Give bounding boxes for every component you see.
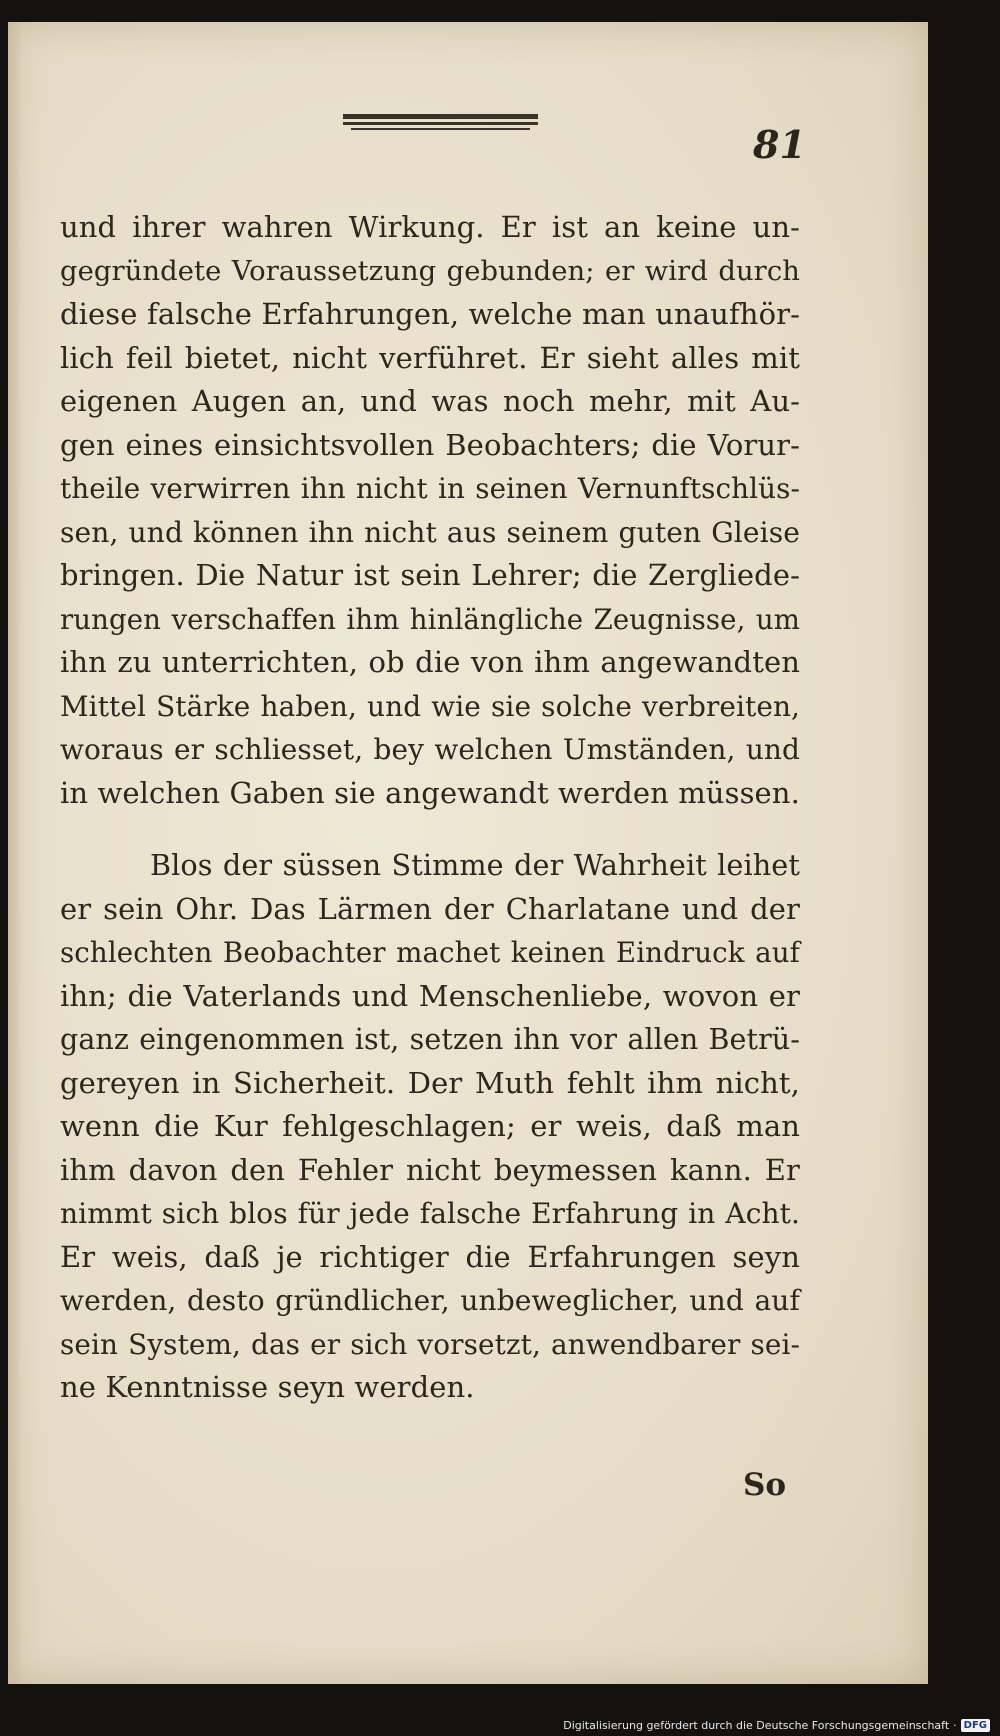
text-line: bringen. Die Natur ist sein Lehrer; die Zergliede- — [60, 558, 800, 592]
text-line: ganz eingenommen ist, setzen ihn vor allen Betrü- — [60, 1023, 800, 1056]
text-line: ne Kenntnisse seyn werden. — [60, 1370, 475, 1404]
dfg-logo-icon: DFG — [961, 1719, 990, 1732]
ornament-rule — [343, 114, 538, 119]
text-line: Blos der süssen Stimme der Wahrheit leihet — [150, 848, 800, 882]
text-line: woraus er schliesset, bey welchen Umständen, und — [60, 733, 800, 766]
text-line: nimmt sich blos für jede falsche Erfahrung in Acht. — [60, 1197, 800, 1230]
text-line: schlechten Beobachter machet keinen Eindruck auf — [60, 936, 800, 969]
text-line: theile verwirren ihn nicht in seinen Vernunftschlüs- — [60, 472, 800, 505]
text-line: er sein Ohr. Das Lärmen der Charlatane und der — [60, 891, 800, 926]
text-line: ihm davon den Fehler nicht beymessen kann. Er — [60, 1152, 800, 1187]
text-line: rungen verschaffen ihm hinlängliche Zeugnisse, um — [60, 602, 800, 636]
text-line: wenn die Kur fehlgeschlagen; er weis, daß man — [60, 1109, 800, 1143]
text-line: in welchen Gaben sie angewandt werden müssen. — [60, 775, 800, 810]
text-line: ihn zu unterrichten, ob die von ihm angewandten — [60, 645, 800, 679]
paragraph-1 — [60, 206, 800, 815]
text-line: lich feil bietet, nicht verführet. Er sieht alles mit — [60, 340, 800, 375]
text-line: gereyen in Sicherheit. Der Muth fehlt ihm nicht, — [60, 1065, 800, 1100]
text-line: diese falsche Erfahrungen, welche man unaufhör- — [60, 297, 800, 331]
page-number: 81 — [753, 122, 806, 167]
text-line: und ihrer wahren Wirkung. Er ist an keine un- — [60, 210, 800, 244]
text-line: sein System, das er sich vorsetzt, anwendbarer sei- — [60, 1327, 800, 1361]
paragraph-2 — [60, 844, 800, 1410]
footer-separator: · — [953, 1719, 957, 1732]
text-line: werden, desto gründlicher, unbeweglicher, und auf — [60, 1284, 800, 1317]
ornament-rule — [351, 128, 530, 130]
text-line: gen eines einsichtsvollen Beobachters; die Vorur- — [60, 427, 800, 462]
text-line: sen, und können ihn nicht aus seinem guten Gleise — [60, 515, 800, 549]
text-line: Er weis, daß je richtiger die Erfahrungen seyn — [60, 1239, 800, 1274]
text-line: Mittel Stärke haben, und wie sie solche verbreiten, — [60, 689, 800, 723]
digitization-footer — [563, 1719, 990, 1732]
text-line: gegründete Voraussetzung gebunden; er wird durch — [60, 255, 800, 287]
text-line: ihn; die Vaterlands und Menschenliebe, wovon er — [60, 978, 800, 1013]
header-ornament — [343, 108, 538, 134]
book-page — [8, 22, 928, 1684]
catchword: So — [743, 1467, 787, 1503]
ornament-rule — [343, 122, 538, 125]
text-line: eigenen Augen an, und was noch mehr, mit Au- — [60, 384, 800, 418]
footer-text: Digitalisierung gefördert durch die Deutsche Forschungsgemeinschaft — [563, 1719, 950, 1732]
